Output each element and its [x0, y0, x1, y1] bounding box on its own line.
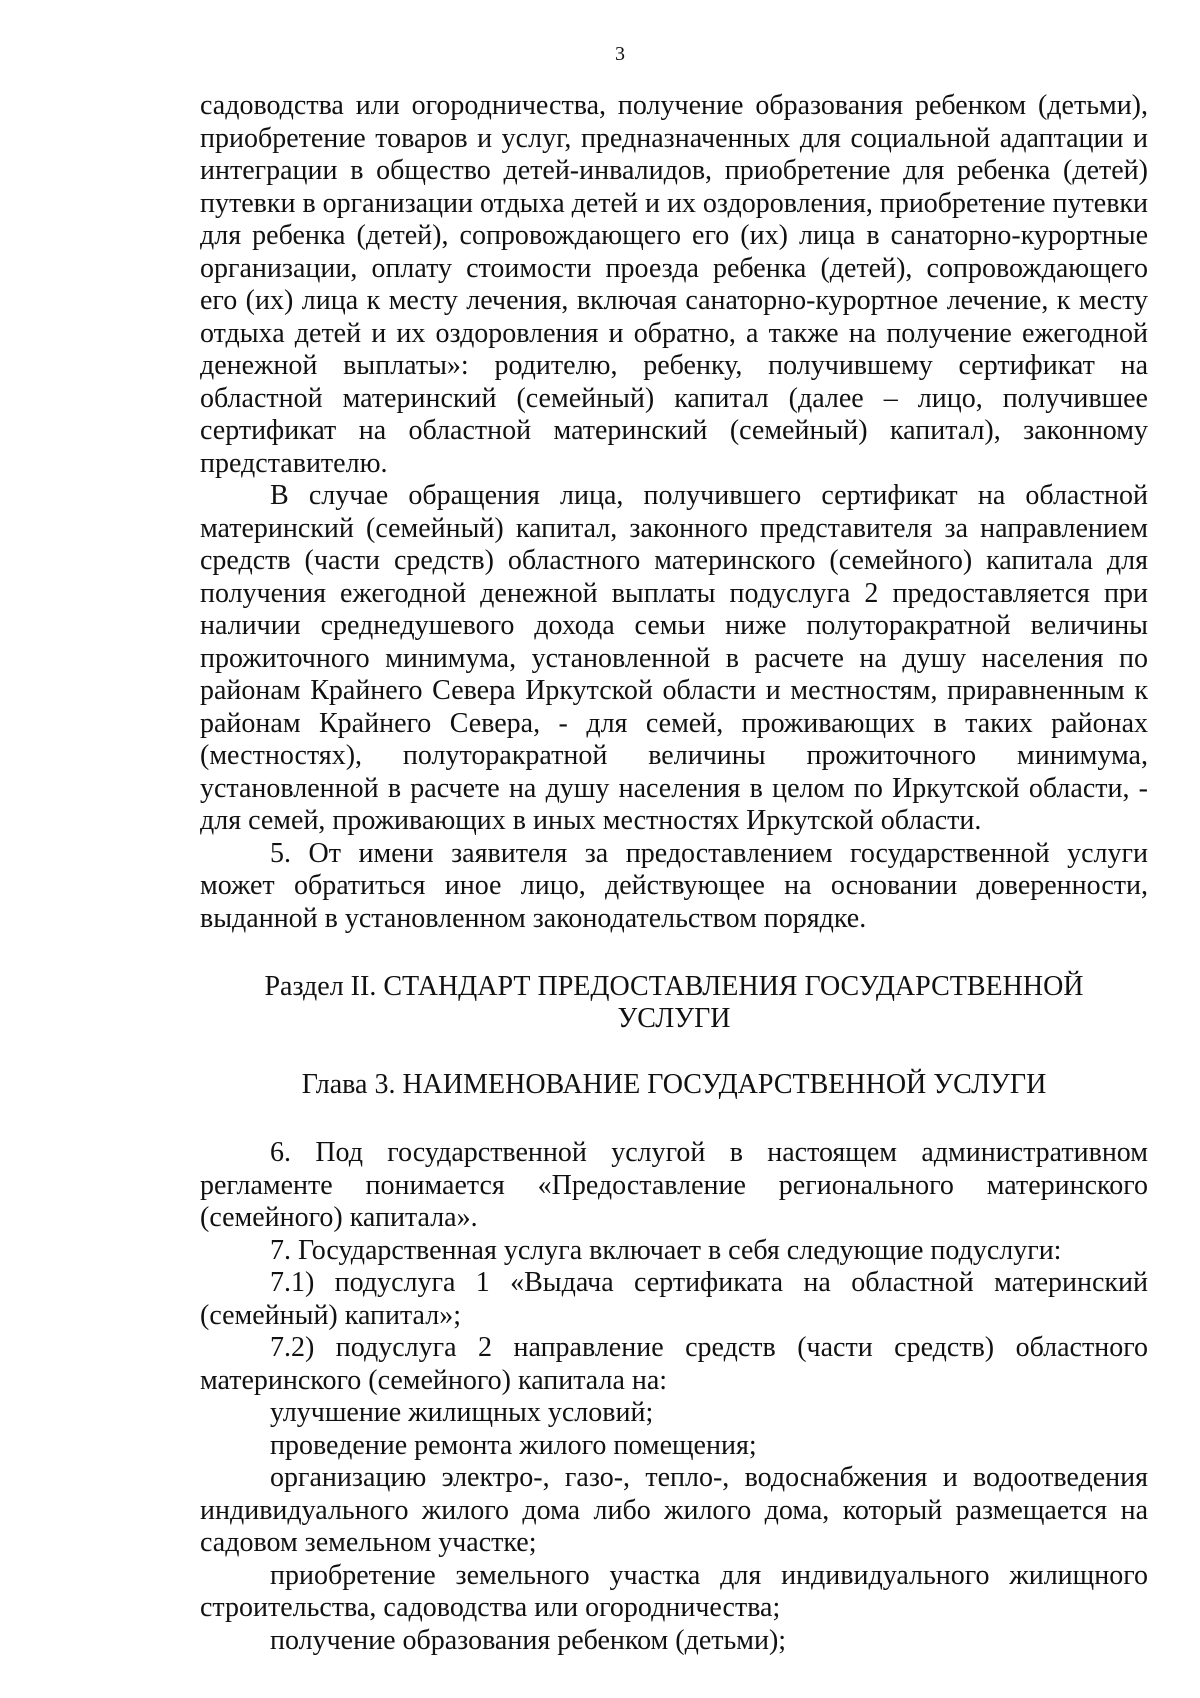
page-number: 3 [615, 43, 625, 65]
document-body [200, 90, 1148, 1657]
paragraph-case: В случае обращения лица, получившего сертификат на областной материнский (семейный) капитал, законного представителя за направлением средств (части средств) областного материнского (семейного) капитала для получения ежегодной денежной выплаты подуслуга 2 предоставляется при наличии среднедушевого дохода семьи ниже полуторакратной величины прожиточного минимума, установленной в расчете на душу населения по районам Крайнего Севера Иркутской области и местностям, приравненным к районам Крайнего Севера, - для семей, проживающих в таких районах (местностях), полуторакратной величины прожиточного минимума, установленной в расчете на душу населения в целом по Иркутской области, - для семей, проживающих в иных местностях Иркутской области. [200, 480, 1148, 836]
paragraph-7-1: 7.1) подуслуга 1 «Выдача сертификата на областной материнский (семейный) капитал»; [200, 1267, 1148, 1331]
paragraph-6: 6. Под государственной услугой в настоящем административном регламенте понимается «Предоставление регионального материнского (семейного) капитала». [200, 1137, 1148, 1233]
paragraph-7-2: 7.2) подуслуга 2 направление средств (части средств) областного материнского (семейного) капитала на: [200, 1332, 1148, 1396]
section-heading: Раздел II. СТАНДАРТ ПРЕДОСТАВЛЕНИЯ ГОСУДАРСТВЕННОЙ УСЛУГИ [264, 971, 1084, 1034]
list-item-housing: улучшение жилищных условий; [270, 1397, 654, 1428]
paragraph-7: 7. Государственная услуга включает в себя следующие подуслуги: [270, 1234, 1062, 1266]
list-item-land: приобретение земельного участка для индивидуального жилищного строительства, садоводства или огородничества; [200, 1559, 1148, 1623]
paragraph-5: 5. От имени заявителя за предоставлением государственной услуги может обратиться иное лицо, действующее на основании доверенности, выданной в установленном законодательством порядке. [200, 837, 1148, 934]
intro-paragraph: садоводства или огородничества, получение образования ребенком (детьми), приобретение товаров и услуг, предназначенных для социальной адаптации и интеграции в общество детей-инвалидов, приобретение для ребенка (детей) путевки в организации отдыха детей и их оздоровления, приобретение путевки для ребенка (детей), сопровождающего его (их) лица в санаторно-курортные организации, оплату стоимости проезда ребенка (детей), сопровождающего его (их) лица к месту лечения, включая санаторно-курортное лечение, к месту отдыха детей и их оздоровления и обратно, а также на получение ежегодной денежной выплаты»: родителю, ребенку, получившему сертификат на областной материнский (семейный) капитал (далее – лицо, получившее сертификат на областной материнский (семейный) капитал), законному представителю. [200, 90, 1148, 479]
list-item-repair: проведение ремонта жилого помещения; [270, 1429, 757, 1461]
list-item-education: получение образования ребенком (детьми); [270, 1624, 787, 1656]
list-item-utilities: организацию электро-, газо-, тепло-, водоснабжения и водоотведения индивидуального жилого дома либо жилого дома, который размещается на садовом земельном участке; [200, 1462, 1148, 1558]
chapter-heading: Глава 3. НАИМЕНОВАНИЕ ГОСУДАРСТВЕННОЙ УСЛУГИ [301, 1069, 1047, 1100]
